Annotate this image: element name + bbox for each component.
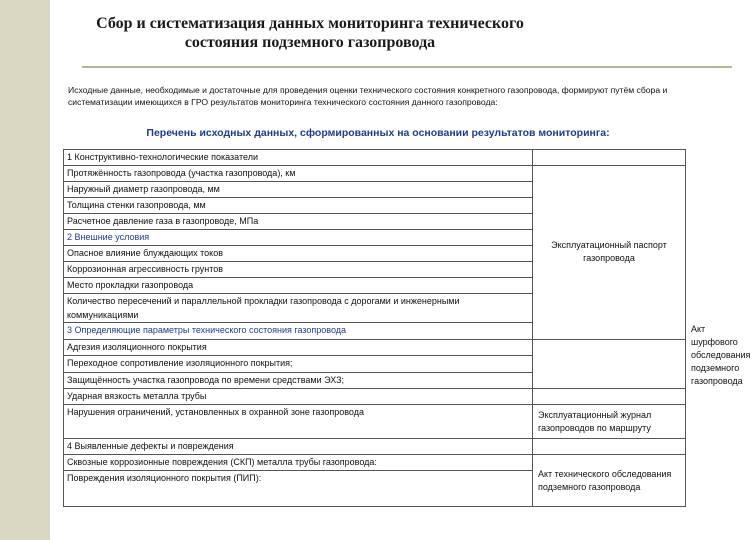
table-row <box>64 166 686 182</box>
table-cell: Толщина стенки газопровода, мм <box>64 198 533 214</box>
table-cell: Нарушения ограничений, установленных в охранной зоне газопровода <box>64 405 533 439</box>
table-row <box>64 389 686 405</box>
title-divider <box>82 66 732 68</box>
table-cell-empty <box>533 150 686 166</box>
table-cell: Наружный диаметр газопровода, мм <box>64 182 533 198</box>
table-cell-empty <box>533 439 686 455</box>
table-cell: Коррозионная агрессивность грунтов <box>64 262 533 278</box>
decorative-side-bar <box>0 0 50 540</box>
slide-title: Сбор и систематизация данных мониторинга технического состояния подземного газопровода <box>96 15 524 51</box>
table-row <box>64 439 686 455</box>
table-row <box>64 356 686 373</box>
section-heading: 3 Определяющие параметры технического состояния газопровода <box>64 323 533 340</box>
source-passport: Эксплуатационный паспорт газопровода <box>533 166 686 340</box>
table-cell: Количество пересечений и параллельной прокладки газопровода с дорогами и инженерными коммуникациями <box>64 294 533 323</box>
table-cell-empty <box>533 389 686 405</box>
table-row <box>64 455 686 471</box>
table-cell: Расчетное давление газа в газопроводе, МПа <box>64 214 533 230</box>
table-cell: Опасное влияние блуждающих токов <box>64 246 533 262</box>
intro-paragraph: Исходные данные, необходимые и достаточные для проведения оценки технического состояния конкретного газопровода, формируют путём сбора и систематизации имеющихся в ГРО результатов мониторинга технического состояния данного газопровода: <box>68 85 668 107</box>
table-cell: Ударная вязкость металла трубы <box>64 389 533 405</box>
section-heading: 4 Выявленные дефекты и повреждения <box>64 439 533 455</box>
table-cell: Сквозные коррозионные повреждения (СКП) металла трубы газопровода: <box>64 455 533 471</box>
table-cell: Защищённость участка газопровода по времени средствами ЭХЗ; <box>64 372 533 389</box>
table-cell: Адгезия изоляционного покрытия <box>64 339 533 356</box>
table-row <box>64 339 686 356</box>
table-row <box>64 150 686 166</box>
section-heading: 2 Внешние условия <box>64 230 533 246</box>
table-cell: Протяжённость газопровода (участка газопровода), км <box>64 166 533 182</box>
source-data-table <box>63 149 750 507</box>
table-row <box>64 372 686 389</box>
table-row <box>64 405 686 439</box>
table-cell: Повреждения изоляционного покрытия (ПИП): <box>64 471 533 507</box>
table-cell: Место прокладки газопровода <box>64 278 533 294</box>
table-cell: Переходное сопротивление изоляционного покрытия; <box>64 356 533 373</box>
section-heading: 1 Конструктивно-технологические показатели <box>64 150 533 166</box>
source-tech-act: Акт технического обследования подземного газопровода <box>533 455 686 507</box>
title-block <box>50 0 720 68</box>
list-subtitle: Перечень исходных данных, сформированных на основании результатов мониторинга: <box>146 127 610 139</box>
table-row: 3 Определяющие параметры технического состояния газопровода Акт шурфового обследования подземного газопровода <box>64 323 686 340</box>
source-journal: Эксплуатационный журнал газопроводов по маршруту <box>533 405 686 439</box>
